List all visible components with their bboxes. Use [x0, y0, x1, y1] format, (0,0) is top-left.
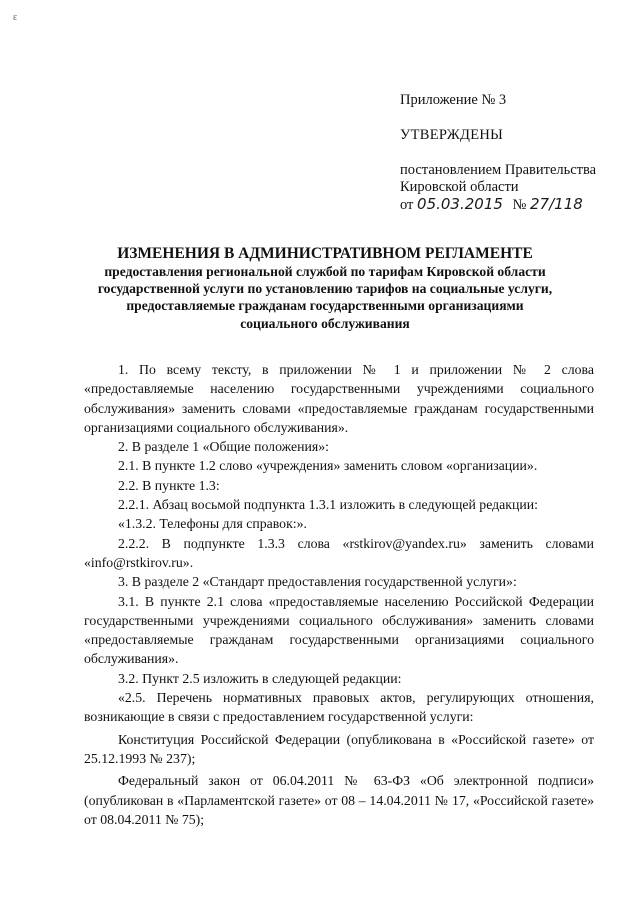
number-prefix: № — [512, 197, 527, 213]
title-sub-4: социального обслуживания — [240, 315, 410, 331]
paragraph-7: 2.2.2. В подпункте 1.3.3 слова «rstkirov@yandex.ru» заменить словами «info@rstkirov.ru». — [84, 535, 594, 570]
date-prefix: от — [400, 197, 414, 213]
paragraph-3: 2.1. В пункте 1.2 слово «учреждения» заменить словом «организации». — [118, 458, 538, 474]
paragraph-11: «2.5. Перечень нормативных правовых актов, регулирующих отношения, возникающие в связи с предоставлением государственной услуги: — [84, 690, 594, 725]
approved-heading: УТВЕРЖДЕНЫ — [400, 127, 504, 143]
decree-line-2: Кировской области — [400, 179, 519, 195]
handwritten-number: 27/118 — [530, 195, 583, 213]
decree-date-number — [400, 196, 630, 214]
approval-block — [400, 92, 630, 214]
paragraph-2: 2. В разделе 1 «Общие положения»: — [118, 439, 329, 455]
title-main: ИЗМЕНЕНИЯ В АДМИНИСТРАТИВНОМ РЕГЛАМЕНТЕ — [117, 245, 533, 262]
paragraph-9: 3.1. В пункте 2.1 слова «предоставляемые населению Российской Федерации государственными учреждениями социального обслуживания» заменить словами «предоставляемые гражданам государственными организациями социального обслуживания». — [84, 593, 594, 667]
document-title — [60, 244, 590, 332]
paragraph-8: 3. В разделе 2 «Стандарт предоставления государственной услуги»: — [118, 574, 517, 590]
paragraph-12: Конституция Российской Федерации (опубликована в «Российской газете» от 25.12.1993 № 237); — [84, 731, 594, 766]
corner-mark: ε — [13, 12, 18, 23]
paragraph-13: Федеральный закон от 06.04.2011 № 63-ФЗ «Об электронной подписи» (опубликован в «Парламентской газете» от 08 – 14.04.2011 № 17, «Российской газете» от 08.04.2011 № 75); — [84, 773, 594, 827]
title-sub-1: предоставления региональной службой по тарифам Кировской области — [104, 264, 546, 279]
paragraph-6: «1.3.2. Телефоны для справок:». — [118, 516, 307, 532]
handwritten-date: 05.03.2015 — [417, 195, 503, 213]
title-sub-2: государственной услуги по установлению тарифов на социальные услуги, — [97, 281, 553, 297]
paragraph-4: 2.2. В пункте 1.3: — [118, 477, 220, 493]
decree-line-1: постановлением Правительства — [400, 162, 597, 178]
paragraph-10: 3.2. Пункт 2.5 изложить в следующей редакции: — [118, 670, 402, 686]
decree-reference — [400, 162, 630, 214]
paragraph-1: 1. По всему тексту, в приложении № 1 и приложении № 2 слова «предоставляемые населению государственными учреждениями социального обслуживания» заменить словами «предоставляемые гражданам государственными организациями социального обслуживания». — [84, 362, 594, 435]
paragraph-5: 2.2.1. Абзац восьмой подпункта 1.3.1 изложить в следующей редакции: — [118, 497, 538, 513]
appendix-number: Приложение № 3 — [400, 92, 507, 108]
document-body — [84, 360, 594, 829]
title-sub-3: предоставляемые гражданам государственными организациями — [126, 298, 524, 314]
